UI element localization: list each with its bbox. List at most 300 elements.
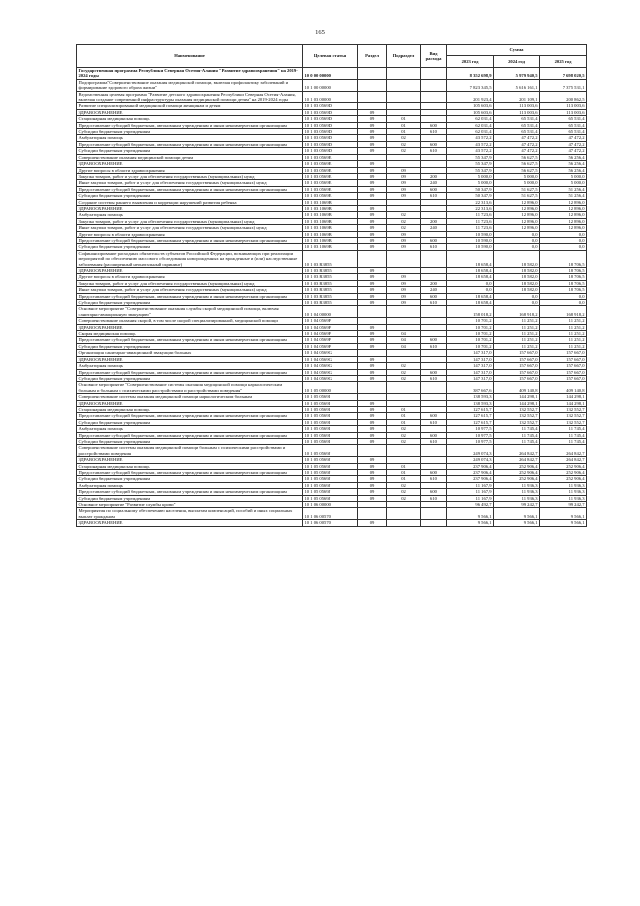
row-section: 09	[358, 520, 387, 526]
row-name: Закупка товаров, работ и услуг для обеспечения государственных (муниципальных) нужд	[77, 280, 303, 286]
row-section	[358, 508, 387, 520]
row-section: 09	[358, 432, 387, 438]
row-name: Предоставление субсидий бюджетным, автономным учреждениям и иным некоммерческим организациям	[77, 432, 303, 438]
row-section: 09	[358, 205, 387, 211]
table-row	[77, 91, 587, 103]
row-target-article: 10 1 05 0569I	[303, 426, 358, 432]
budget-table	[76, 44, 587, 527]
row-section: 09	[358, 237, 387, 243]
row-sum-2025: 47 472,2	[540, 135, 587, 141]
row-subsection	[387, 508, 421, 520]
row-sum-2024: 47 472,2	[494, 141, 540, 147]
row-sum-2023: 147 317,0	[447, 356, 494, 362]
row-subsection: 02	[387, 148, 421, 154]
row-target-article: 10 1 04 0569G	[303, 350, 358, 356]
row-sum-2024: 11 936,3	[494, 495, 540, 501]
row-sum-2025: 11 745,4	[540, 438, 587, 444]
row-sum-2023: 18 658,4	[447, 250, 494, 267]
row-target-article: 10 1 04 0569G	[303, 356, 358, 362]
row-sum-2024: 65 531,4	[494, 129, 540, 135]
row-target-article: 10 1 03 00000	[303, 91, 358, 103]
row-expense-kind: 600	[421, 470, 447, 476]
row-sum-2025: 47 472,2	[540, 148, 587, 154]
row-section: 09	[358, 129, 387, 135]
row-expense-kind	[421, 68, 447, 80]
row-sum-2025: 9 566,1	[540, 508, 587, 520]
row-sum-2025: 252 906,4	[540, 470, 587, 476]
row-name: Субсидии бюджетным учреждениям	[77, 419, 303, 425]
row-subsection: 04	[387, 343, 421, 349]
row-name: Иные закупки товаров, работ и услуг для обеспечения государственных (муниципальных) нужд	[77, 225, 303, 231]
row-sum-2023: 5 000,0	[447, 180, 494, 186]
row-sum-2024: 264 842,7	[494, 445, 540, 457]
row-sum-2023: 105 603,6	[447, 109, 494, 115]
row-name: Организация санитарно-авиационной эвакуации больных	[77, 350, 303, 356]
row-expense-kind: 610	[421, 419, 447, 425]
row-section	[358, 250, 387, 267]
row-sum-2025: 56 256,4	[540, 167, 587, 173]
row-section: 09	[358, 180, 387, 186]
row-sum-2025: 11 251,2	[540, 318, 587, 324]
row-subsection: 02	[387, 135, 421, 141]
row-sum-2025: 252 906,4	[540, 463, 587, 469]
row-sum-2025: 11 936,3	[540, 489, 587, 495]
row-sum-2024: 157 667,0	[494, 356, 540, 362]
row-subsection: 09	[387, 280, 421, 286]
row-sum-2023: 127 615,7	[447, 419, 494, 425]
row-target-article: 10 1 03 0569D	[303, 116, 358, 122]
row-sum-2025: 7 698 020,5	[540, 68, 587, 80]
row-subsection: 01	[387, 129, 421, 135]
row-sum-2024: 5 000,0	[494, 180, 540, 186]
row-section: 09	[358, 244, 387, 250]
row-sum-2023: 11 167,9	[447, 489, 494, 495]
row-sum-2025: 56 256,4	[540, 161, 587, 167]
row-sum-2024: 65 531,4	[494, 122, 540, 128]
row-expense-kind	[421, 382, 447, 394]
row-sum-2024: 99 242,7	[494, 502, 540, 508]
row-subsection: 09	[387, 244, 421, 250]
row-target-article: 10 1 05 0569I	[303, 394, 358, 400]
page-number: 165	[315, 29, 325, 36]
row-target-article: 10 1 04 0569F	[303, 337, 358, 343]
header-section: Раздел	[358, 45, 387, 68]
row-sum-2025: 157 667,0	[540, 356, 587, 362]
row-sum-2024: 201 109,1	[494, 91, 540, 103]
row-sum-2025: 168 918,2	[540, 306, 587, 318]
row-name: ЗДРАВООХРАНЕНИЕ	[77, 520, 303, 526]
row-subsection: 09	[387, 287, 421, 293]
row-name: Другие вопросы в области здравоохранения	[77, 231, 303, 237]
row-sum-2023: 18 658,4	[447, 293, 494, 299]
row-subsection: 02	[387, 369, 421, 375]
row-name: Амбулаторная помощь	[77, 363, 303, 369]
row-sum-2024: 18 582,0	[494, 280, 540, 286]
row-subsection: 04	[387, 337, 421, 343]
row-sum-2024: 5 000,0	[494, 173, 540, 179]
row-section: 09	[358, 274, 387, 280]
row-sum-2025: 99 242,7	[540, 502, 587, 508]
row-section: 09	[358, 331, 387, 337]
row-subsection: 04	[387, 331, 421, 337]
row-subsection: 02	[387, 438, 421, 444]
row-expense-kind: 600	[421, 141, 447, 147]
row-sum-2024: 11 936,3	[494, 482, 540, 488]
row-target-article: 10 1 04 0569G	[303, 369, 358, 375]
row-sum-2023: 237 906,4	[447, 470, 494, 476]
row-sum-2025: 132 552,7	[540, 419, 587, 425]
row-sum-2025: 65 531,4	[540, 129, 587, 135]
row-name: Амбулаторная помощь	[77, 426, 303, 432]
row-sum-2025: 12 896,0	[540, 218, 587, 224]
row-subsection: 01	[387, 476, 421, 482]
header-year: 2024 год	[494, 55, 540, 67]
row-sum-2023: 0,0	[447, 287, 494, 293]
row-section: 09	[358, 406, 387, 412]
row-sum-2024: 144 298,1	[494, 394, 540, 400]
row-expense-kind: 600	[421, 122, 447, 128]
row-section	[358, 79, 387, 91]
row-sum-2023: 147 317,0	[447, 369, 494, 375]
row-section: 09	[358, 489, 387, 495]
row-section: 09	[358, 287, 387, 293]
row-sum-2025: 51 256,4	[540, 193, 587, 199]
row-name: Амбулаторная помощь	[77, 135, 303, 141]
row-expense-kind: 600	[421, 237, 447, 243]
row-section: 09	[358, 476, 387, 482]
row-target-article: 10 1 05 0569J	[303, 457, 358, 463]
row-sum-2025: 157 667,0	[540, 350, 587, 356]
row-name: Предоставление субсидий бюджетным, автономным учреждениям и иным некоммерческим организациям	[77, 141, 303, 147]
row-sum-2024: 51 627,5	[494, 193, 540, 199]
row-sum-2024: 5 616 161,1	[494, 79, 540, 91]
row-target-article: 10 1 03 1069B	[303, 212, 358, 218]
row-sum-2025: 11 936,3	[540, 482, 587, 488]
row-name: Амбулаторная помощь	[77, 212, 303, 218]
row-name: Амбулаторная помощь	[77, 482, 303, 488]
row-subsection: 09	[387, 300, 421, 306]
row-sum-2023: 105 603,6	[447, 103, 494, 109]
row-section: 09	[358, 231, 387, 237]
row-section: 09	[358, 193, 387, 199]
row-name: Субсидии бюджетным учреждениям	[77, 129, 303, 135]
row-sum-2023: 10 590,0	[447, 237, 494, 243]
row-subsection: 01	[387, 406, 421, 412]
row-expense-kind	[421, 520, 447, 526]
row-section	[358, 382, 387, 394]
row-name: Совершенствование системы оказания медицинской помощи больным с психическими расстройствами и расстройствами поведения	[77, 445, 303, 457]
row-subsection: 02	[387, 375, 421, 381]
row-sum-2024: 5 979 940,5	[494, 68, 540, 80]
row-name: Субсидии бюджетным учреждениям	[77, 375, 303, 381]
row-target-article: 10 1 03 R3855	[303, 280, 358, 286]
row-sum-2025: 11 745,4	[540, 432, 587, 438]
row-target-article: 10 1 05 0569J	[303, 476, 358, 482]
row-subsection: 02	[387, 482, 421, 488]
row-sum-2023: 18 658,4	[447, 300, 494, 306]
row-section: 09	[358, 470, 387, 476]
row-name: Закупка товаров, работ и услуг для обеспечения государственных (муниципальных) нужд	[77, 218, 303, 224]
row-subsection: 09	[387, 293, 421, 299]
row-sum-2025: 157 667,0	[540, 375, 587, 381]
row-expense-kind: 200	[421, 280, 447, 286]
row-sum-2024: 113 003,6	[494, 103, 540, 109]
row-name: ЗДРАВООХРАНЕНИЕ	[77, 324, 303, 330]
row-name: Подпрограмма"Совершенствование оказания медицинской помощи, включая профилактику заболеваний и формирование здорового образа жизни"	[77, 79, 303, 91]
row-sum-2023: 147 317,0	[447, 363, 494, 369]
row-target-article: 10 1 03 0569E	[303, 161, 358, 167]
row-target-article: 10 1 03 0569D	[303, 109, 358, 115]
row-sum-2024: 11 251,2	[494, 331, 540, 337]
row-subsection: 02	[387, 489, 421, 495]
row-subsection: 01	[387, 413, 421, 419]
row-sum-2025: 12 896,0	[540, 212, 587, 218]
row-sum-2024: 11 936,3	[494, 489, 540, 495]
row-target-article: 10 1 03 1069B	[303, 218, 358, 224]
row-name: Развитие специализированной медицинской помощи женщинам и детям	[77, 103, 303, 109]
row-target-article: 10 1 04 0569F	[303, 343, 358, 349]
row-sum-2024: 56 627,5	[494, 167, 540, 173]
row-sum-2024: 11 251,2	[494, 343, 540, 349]
table-row	[77, 306, 587, 318]
row-section: 09	[358, 343, 387, 349]
row-expense-kind	[421, 445, 447, 457]
row-sum-2023: 50 347,9	[447, 193, 494, 199]
row-name: Предоставление субсидий бюджетным, автономным учреждениям и иным некоммерческим организациям	[77, 186, 303, 192]
row-sum-2024: 157 667,0	[494, 350, 540, 356]
row-sum-2023: 0,0	[447, 280, 494, 286]
row-target-article: 10 1 03 R3855	[303, 300, 358, 306]
row-target-article: 10 1 04 00000	[303, 306, 358, 318]
row-section: 09	[358, 141, 387, 147]
row-sum-2023: 9 566,1	[447, 520, 494, 526]
table-row	[77, 508, 587, 520]
row-name: Другие вопросы в области здравоохранения	[77, 274, 303, 280]
table-row	[77, 520, 587, 526]
row-name: Предоставление субсидий бюджетным, автономным учреждениям и иным некоммерческим организациям	[77, 470, 303, 476]
row-sum-2025: 18 706,5	[540, 274, 587, 280]
row-name: ЗДРАВООХРАНЕНИЕ	[77, 457, 303, 463]
row-name: Основное мероприятие "Развитие службы крови"	[77, 502, 303, 508]
row-target-article: 10 1 06 00570	[303, 508, 358, 520]
row-section: 09	[358, 135, 387, 141]
row-expense-kind: 600	[421, 432, 447, 438]
row-section: 09	[358, 438, 387, 444]
row-target-article: 10 1 03 R3855	[303, 274, 358, 280]
row-target-article: 10 1 03 0569E	[303, 193, 358, 199]
row-sum-2024: 56 627,5	[494, 161, 540, 167]
row-sum-2023: 10 701,2	[447, 343, 494, 349]
row-expense-kind: 610	[421, 438, 447, 444]
row-expense-kind	[421, 79, 447, 91]
row-sum-2025: 47 472,2	[540, 141, 587, 147]
row-expense-kind: 610	[421, 495, 447, 501]
row-subsection	[387, 68, 421, 80]
row-sum-2023: 22 313,6	[447, 205, 494, 211]
row-sum-2023: 62 031,4	[447, 129, 494, 135]
row-section: 09	[358, 300, 387, 306]
row-name: Ведомственная целевая программа "Развитие детского здравоохранения Республики Северная Осетия-Алания, включая создание современной инфраструктуры оказания медицинской помощи детям" на 2019-2024 годы	[77, 91, 303, 103]
header-year: 2023 год	[447, 55, 494, 67]
row-section: 09	[358, 457, 387, 463]
row-name: Другие вопросы в области здравоохранения	[77, 167, 303, 173]
row-section: 09	[358, 167, 387, 173]
table-row	[77, 79, 587, 91]
row-sum-2024: 264 842,7	[494, 457, 540, 463]
row-expense-kind: 600	[421, 369, 447, 375]
row-sum-2025: 12 896,0	[540, 225, 587, 231]
row-sum-2023: 10 701,2	[447, 324, 494, 330]
row-sum-2023: 8 352 698,9	[447, 68, 494, 80]
row-subsection: 02	[387, 141, 421, 147]
row-target-article: 10 1 06 00570	[303, 520, 358, 526]
row-subsection: 01	[387, 463, 421, 469]
row-target-article: 10 1 05 0569J	[303, 463, 358, 469]
row-section: 09	[358, 375, 387, 381]
row-section: 09	[358, 363, 387, 369]
row-sum-2024: 56 627,5	[494, 154, 540, 160]
row-target-article: 10 1 03 1069B	[303, 231, 358, 237]
row-section: 09	[358, 268, 387, 274]
row-sum-2024: 65 531,4	[494, 116, 540, 122]
row-target-article: 10 1 03 0569E	[303, 154, 358, 160]
row-expense-kind: 240	[421, 180, 447, 186]
row-subsection: 02	[387, 432, 421, 438]
row-sum-2024: 157 667,0	[494, 369, 540, 375]
row-sum-2025: 144 298,1	[540, 400, 587, 406]
row-name: ЗДРАВООХРАНЕНИЕ	[77, 356, 303, 362]
row-sum-2024: 18 582,0	[494, 250, 540, 267]
row-sum-2023: 10 590,0	[447, 244, 494, 250]
row-sum-2025: 157 667,0	[540, 369, 587, 375]
row-subsection	[387, 445, 421, 457]
row-subsection: 02	[387, 426, 421, 432]
row-expense-kind: 610	[421, 375, 447, 381]
row-sum-2025: 5 000,0	[540, 173, 587, 179]
row-sum-2025: 18 706,5	[540, 280, 587, 286]
header-expense-kind: Вид расхода	[421, 45, 447, 68]
row-section: 09	[358, 109, 387, 115]
row-sum-2025: 51 256,4	[540, 186, 587, 192]
row-sum-2023: 11 167,9	[447, 482, 494, 488]
row-name: ЗДРАВООХРАНЕНИЕ	[77, 109, 303, 115]
row-name: Субсидии бюджетным учреждениям	[77, 148, 303, 154]
row-sum-2025: 0,0	[540, 300, 587, 306]
row-name: ЗДРАВООХРАНЕНИЕ	[77, 268, 303, 274]
row-target-article: 10 1 00 00000	[303, 79, 358, 91]
row-sum-2025: 264 842,7	[540, 457, 587, 463]
table-row	[77, 382, 587, 394]
row-sum-2023: 7 823 345,5	[447, 79, 494, 91]
row-sum-2025: 0,0	[540, 244, 587, 250]
row-sum-2023: 147 317,0	[447, 375, 494, 381]
row-target-article: 10 1 05 0569J	[303, 495, 358, 501]
row-expense-kind: 610	[421, 476, 447, 482]
row-name: Создание системы раннего выявления и коррекции нарушений развития ребенка	[77, 199, 303, 205]
row-target-article: 10 1 03 0569E	[303, 167, 358, 173]
row-section: 09	[358, 482, 387, 488]
row-expense-kind: 200	[421, 173, 447, 179]
row-expense-kind	[421, 250, 447, 267]
row-sum-2025: 11 251,2	[540, 331, 587, 337]
row-sum-2024: 0,0	[494, 293, 540, 299]
row-sum-2024: 12 896,0	[494, 218, 540, 224]
row-section: 09	[358, 369, 387, 375]
row-sum-2024: 18 582,0	[494, 268, 540, 274]
row-sum-2023: 22 313,6	[447, 199, 494, 205]
row-sum-2025: 18 706,5	[540, 250, 587, 267]
row-target-article: 10 1 03 1069B	[303, 199, 358, 205]
row-sum-2025: 65 531,4	[540, 122, 587, 128]
row-sum-2023: 127 615,7	[447, 413, 494, 419]
row-section: 09	[358, 426, 387, 432]
row-name: Предоставление субсидий бюджетным, автономным учреждениям и иным некоммерческим организациям	[77, 337, 303, 343]
row-section: 09	[358, 400, 387, 406]
row-sum-2023: 43 572,2	[447, 141, 494, 147]
row-subsection: 02	[387, 225, 421, 231]
row-subsection: 01	[387, 419, 421, 425]
row-section: 09	[358, 148, 387, 154]
row-sum-2024: 0,0	[494, 244, 540, 250]
row-name: ЗДРАВООХРАНЕНИЕ	[77, 205, 303, 211]
row-name: ЗДРАВООХРАНЕНИЕ	[77, 400, 303, 406]
row-sum-2024: 9 566,1	[494, 520, 540, 526]
table-row	[77, 445, 587, 457]
row-section: 09	[358, 122, 387, 128]
row-subsection: 01	[387, 470, 421, 476]
table-row	[77, 250, 587, 267]
row-sum-2024: 252 906,4	[494, 470, 540, 476]
row-name: Основное мероприятие "Совершенствование оказания службы скорой медицинской помощи, включая санитарно-авиационную эвакуацию"	[77, 306, 303, 318]
row-target-article: 10 1 05 0569I	[303, 419, 358, 425]
row-sum-2023: 249 074,3	[447, 457, 494, 463]
row-subsection: 09	[387, 231, 421, 237]
row-sum-2025: 200 862,5	[540, 91, 587, 103]
row-section	[358, 445, 387, 457]
row-sum-2024: 12 896,0	[494, 212, 540, 218]
row-sum-2023: 237 906,4	[447, 463, 494, 469]
row-sum-2025: 264 842,7	[540, 445, 587, 457]
row-target-article: 10 1 04 0569G	[303, 363, 358, 369]
row-sum-2023: 11 723,6	[447, 218, 494, 224]
row-sum-2023: 10 701,2	[447, 337, 494, 343]
row-sum-2024: 113 003,6	[494, 109, 540, 115]
row-sum-2024: 252 906,4	[494, 463, 540, 469]
row-section	[358, 68, 387, 80]
row-subsection: 01	[387, 116, 421, 122]
row-sum-2025: 0,0	[540, 231, 587, 237]
row-sum-2025: 9 566,1	[540, 520, 587, 526]
row-sum-2025: 252 906,4	[540, 476, 587, 482]
row-sum-2025: 132 552,7	[540, 406, 587, 412]
row-target-article: 10 1 05 0569J	[303, 489, 358, 495]
row-target-article: 10 1 03 R3855	[303, 268, 358, 274]
row-sum-2023: 138 593,3	[447, 400, 494, 406]
row-sum-2024: 9 566,1	[494, 508, 540, 520]
row-target-article: 10 1 03 R3855	[303, 287, 358, 293]
row-subsection: 09	[387, 180, 421, 186]
row-subsection: 01	[387, 122, 421, 128]
row-expense-kind	[421, 508, 447, 520]
row-name: Совершенствование оказания скорой, в том числе скорой специализированной, медицинской помощи	[77, 318, 303, 324]
row-name: Субсидии бюджетным учреждениям	[77, 438, 303, 444]
row-target-article: 10 1 05 0569J	[303, 445, 358, 457]
row-expense-kind: 600	[421, 413, 447, 419]
row-sum-2023: 5 000,0	[447, 173, 494, 179]
row-target-article: 10 1 05 0569I	[303, 400, 358, 406]
row-section: 09	[358, 280, 387, 286]
row-target-article: 10 1 03 0569D	[303, 129, 358, 135]
